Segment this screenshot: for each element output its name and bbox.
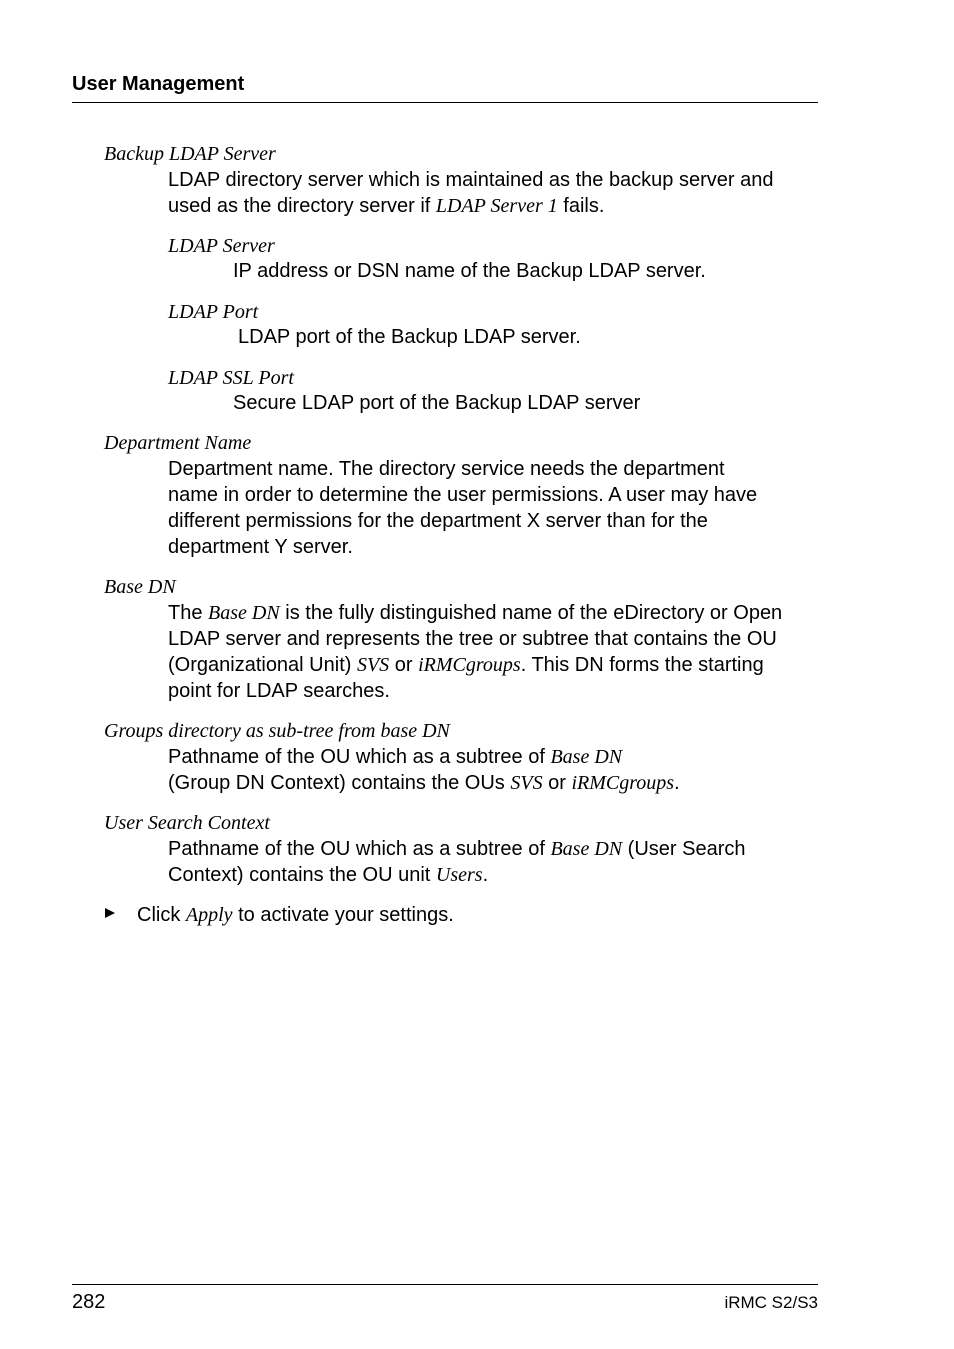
text: or <box>542 772 572 794</box>
running-header-title: User Management <box>72 73 245 95</box>
desc-line: point for LDAP searches. <box>168 680 390 702</box>
text: to activate your settings. <box>232 904 454 926</box>
desc-line <box>168 770 680 796</box>
desc-line: different permissions for the department X server than for the <box>168 510 708 532</box>
triangle-bullet-icon <box>104 906 116 924</box>
desc-line <box>168 862 745 888</box>
term-user-search-context: User Search Context <box>104 812 270 834</box>
footer-rule <box>72 1284 818 1285</box>
text: (User Search <box>622 838 746 860</box>
desc-line: LDAP directory server which is maintained as the backup server and <box>168 169 774 191</box>
text: used as the directory server if <box>168 195 436 217</box>
desc-line: name in order to determine the user permissions. A user may have <box>168 484 758 506</box>
italic-term: Base DN <box>208 602 280 624</box>
page-number: 282 <box>72 1291 106 1313</box>
triangle-bullet-icon <box>104 907 116 919</box>
desc-ldap-ssl-port: Secure LDAP port of the Backup LDAP server <box>233 392 641 414</box>
term-department-name: Department Name <box>104 432 252 454</box>
desc-backup-ldap-server <box>168 167 773 219</box>
desc-base-dn <box>168 600 782 704</box>
desc-line: department Y server. <box>168 536 353 558</box>
term-ldap-port: LDAP Port <box>168 301 259 323</box>
text: Pathname of the OU which as a subtree of <box>168 746 551 768</box>
term-groups-directory: Groups directory as sub-tree from base DN <box>104 720 450 742</box>
text: Pathname of the OU which as a subtree of <box>168 838 551 860</box>
text: (Group DN Context) contains the OUs <box>168 772 511 794</box>
desc-groups-directory <box>168 744 680 796</box>
text: . This DN forms the starting <box>520 654 764 676</box>
italic-term: SVS <box>356 654 390 676</box>
instruction-apply <box>137 902 454 928</box>
desc-line <box>168 836 745 862</box>
italic-term: Base DN <box>550 746 623 768</box>
desc-department-name <box>168 456 757 560</box>
text: The <box>168 602 209 624</box>
italic-term: iRMCgroups <box>571 772 675 794</box>
header-rule <box>72 102 818 103</box>
italic-term: Users <box>435 864 483 886</box>
italic-term: LDAP Server 1 <box>435 195 558 217</box>
desc-ldap-server: IP address or DSN name of the Backup LDAP server. <box>233 260 706 282</box>
italic-term: Base DN <box>550 838 623 860</box>
text: . <box>674 772 680 794</box>
text: Click <box>137 904 186 926</box>
desc-line: Department name. The directory service needs the department <box>168 458 725 480</box>
italic-term: Apply <box>185 904 233 926</box>
desc-ldap-port: LDAP port of the Backup LDAP server. <box>238 326 581 348</box>
text: fails. <box>557 195 605 217</box>
desc-line <box>168 652 782 678</box>
desc-line <box>168 744 680 770</box>
desc-line <box>168 600 782 626</box>
text: is the fully distinguished name of the eDirectory or Open <box>279 602 783 624</box>
desc-line <box>168 193 773 219</box>
text: . <box>482 864 489 886</box>
desc-user-search-context <box>168 836 745 888</box>
term-ldap-ssl-port: LDAP SSL Port <box>168 367 294 389</box>
desc-line: LDAP server and represents the tree or subtree that contains the OU <box>168 628 777 650</box>
product-name: iRMC S2/S3 <box>724 1293 818 1312</box>
term-ldap-server: LDAP Server <box>168 235 275 257</box>
italic-term: iRMCgroups <box>418 654 521 676</box>
term-backup-ldap-server: Backup LDAP Server <box>104 143 276 165</box>
text: or <box>389 654 419 676</box>
term-base-dn: Base DN <box>104 576 176 598</box>
text: Context) contains the OU unit <box>168 864 436 886</box>
italic-term: SVS <box>510 772 543 794</box>
text: (Organizational Unit) <box>168 654 357 676</box>
